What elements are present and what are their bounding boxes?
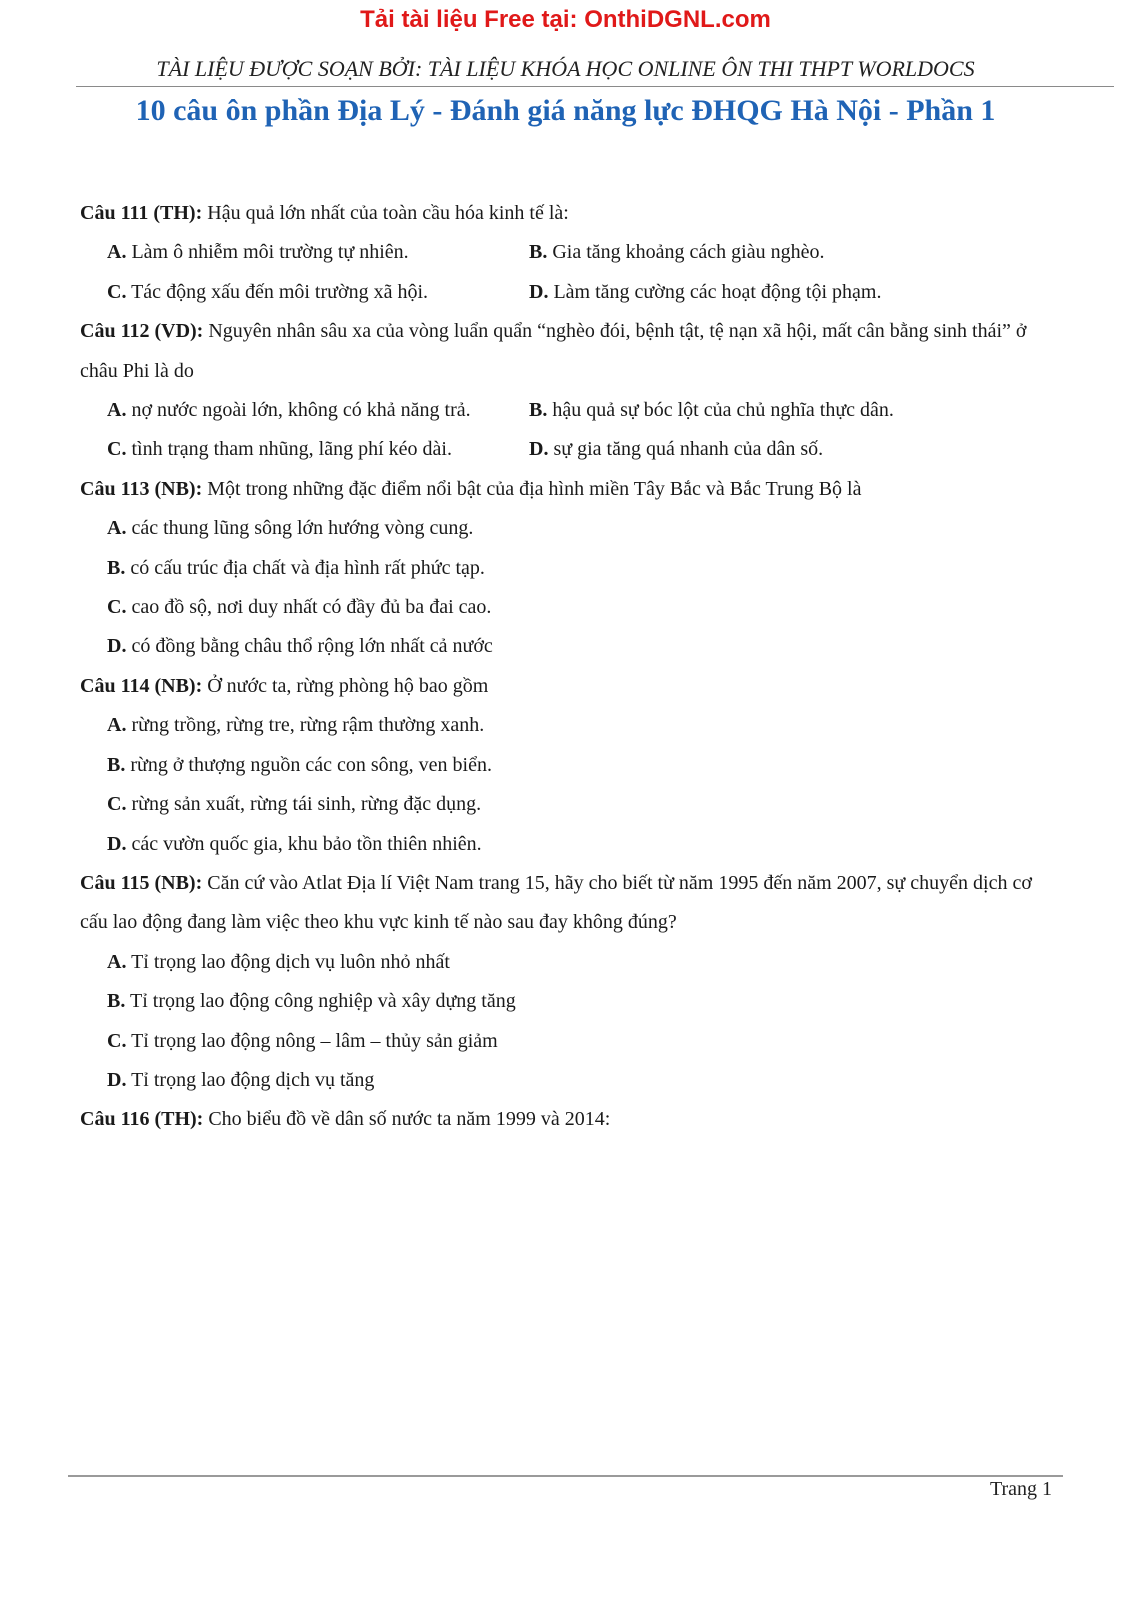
option-c: C. Tỉ trọng lao động nông – lâm – thủy sản giảm xyxy=(107,1029,498,1052)
question-116 xyxy=(80,1100,1060,1139)
footer-divider xyxy=(68,1475,1063,1477)
question-label: Câu 111 (TH): xyxy=(80,202,203,224)
option-c: C. tình trạng tham nhũng, lãng phí kéo dài. xyxy=(107,438,452,461)
page-title: 10 câu ôn phần Địa Lý - Đánh giá năng lực ĐHQG Hà Nội - Phần 1 xyxy=(135,94,996,127)
option-d: D. có đồng bằng châu thổ rộng lớn nhất cả nước xyxy=(107,635,493,658)
option-b: B. rừng ở thượng nguồn các con sông, ven biển. xyxy=(107,753,492,776)
download-banner[interactable]: Tải tài liệu Free tại: OnthiDGNL.com xyxy=(360,6,771,33)
question-text: Hậu quả lớn nhất của toàn cầu hóa kinh tế là: xyxy=(202,202,569,224)
question-label: Câu 112 (VD): xyxy=(80,320,204,343)
question-label: Câu 116 (TH): xyxy=(80,1108,204,1131)
question-text: Cho biểu đồ về dân số nước ta năm 1999 và 2014: xyxy=(203,1108,611,1131)
option-d: D. Làm tăng cường các hoạt động tội phạm. xyxy=(529,280,882,303)
option-d: D. các vườn quốc gia, khu bảo tồn thiên nhiên. xyxy=(107,832,482,855)
question-text: Một trong những đặc điểm nổi bật của địa hình miền Tây Bắc và Bắc Trung Bộ là xyxy=(202,477,862,500)
option-b: B. Gia tăng khoảng cách giàu nghèo. xyxy=(529,241,825,264)
option-a: A. Làm ô nhiễm môi trường tự nhiên. xyxy=(107,241,409,264)
page-number: Trang 1 xyxy=(989,1478,1052,1500)
question-text: Căn cứ vào Atlat Địa lí Việt Nam trang 15, hãy cho biết từ năm 1995 đến năm 2007, sự chuyển dịch cơ cấu lao động đang làm việc theo khu vực kinh tế nào sau đay không đúng? xyxy=(80,871,1032,934)
question-111 xyxy=(80,194,1060,233)
option-c: C. Tác động xấu đến môi trường xã hội. xyxy=(107,280,428,303)
option-b: B. có cấu trúc địa chất và địa hình rất phức tạp. xyxy=(107,556,485,579)
option-row xyxy=(80,430,1060,469)
header-divider xyxy=(76,86,1114,87)
question-list xyxy=(80,194,1060,1140)
option-b: B. hậu quả sự bóc lột của chủ nghĩa thực dân. xyxy=(529,399,894,422)
question-115 xyxy=(80,864,1060,943)
option-b: B. Tỉ trọng lao động công nghiệp và xây dựng tăng xyxy=(107,990,516,1013)
option-a: A. nợ nước ngoài lớn, không có khả năng trả. xyxy=(107,399,471,422)
question-label: Câu 114 (NB): xyxy=(80,674,203,697)
document-header: TÀI LIỆU ĐƯỢC SOẠN BỞI: TÀI LIỆU KHÓA HỌC ONLINE ÔN THI THPT WORLDOCS xyxy=(156,56,975,81)
option-c: C. cao đồ sộ, nơi duy nhất có đầy đủ ba đai cao. xyxy=(107,596,492,619)
question-text: Ở nước ta, rừng phòng hộ bao gồm xyxy=(202,674,489,697)
option-row xyxy=(80,233,1060,272)
option-a: A. các thung lũng sông lớn hướng vòng cung. xyxy=(107,517,474,540)
option-row xyxy=(80,273,1060,312)
question-112 xyxy=(80,312,1060,391)
question-113 xyxy=(80,470,1060,509)
option-a: A. rừng trồng, rừng tre, rừng rậm thường xanh. xyxy=(107,714,485,737)
question-label: Câu 113 (NB): xyxy=(80,477,203,500)
question-114 xyxy=(80,667,1060,706)
option-c: C. rừng sản xuất, rừng tái sinh, rừng đặc dụng. xyxy=(107,793,482,816)
question-label: Câu 115 (NB): xyxy=(80,871,203,894)
option-row xyxy=(80,391,1060,430)
option-a: A. Tỉ trọng lao động dịch vụ luôn nhỏ nhất xyxy=(107,950,450,973)
question-text: Nguyên nhân sâu xa của vòng luẩn quẩn “nghèo đói, bệnh tật, tệ nạn xã hội, mất cân bằng sinh thái” ở châu Phi là do xyxy=(80,320,1027,382)
option-d: D. Tỉ trọng lao động dịch vụ tăng xyxy=(107,1068,375,1091)
option-d: D. sự gia tăng quá nhanh của dân số. xyxy=(529,438,824,461)
